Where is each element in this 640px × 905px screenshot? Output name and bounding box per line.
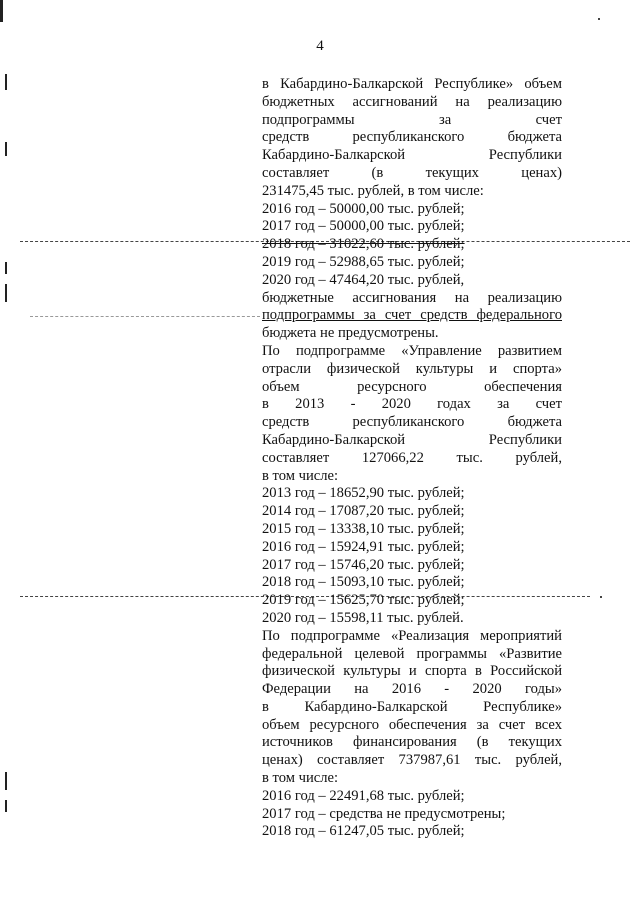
text-line: Кабардино-Балкарской Республики (262, 147, 562, 164)
scan-mark-left-1 (5, 74, 7, 90)
text-line: средств республиканского бюджета (262, 414, 562, 431)
scan-mark-left-3 (5, 262, 7, 274)
text-line: 2016 год – 15924,91 тыс. рублей; (262, 538, 465, 555)
text-line: подпрограммы за счет средств федерального (262, 307, 562, 324)
text-line: в Кабардино-Балкарской Республике» (262, 698, 562, 715)
text-line: средств республиканского бюджета (262, 129, 562, 146)
scan-mark-top-left (0, 0, 3, 22)
text-line: Кабардино-Балкарской Республики (262, 431, 562, 448)
text-line: бюджетные ассигнования на реализацию (262, 289, 562, 306)
text-line: 231475,45 тыс. рублей, в том числе: (262, 182, 484, 199)
text-line: 2017 год – средства не предусмотрены; (262, 805, 506, 822)
text-line: 2018 год – 61247,05 тыс. рублей; (262, 823, 465, 840)
text-line: источников финансирования (в текущих (262, 734, 562, 751)
text-line: ценах) составляет 737987,61 тыс. рублей, (262, 752, 562, 769)
text-line: составляет (в текущих ценах) (262, 164, 562, 181)
text-line: Федерации на 2016 - 2020 годы» (262, 681, 562, 698)
text-line: По подпрограмме «Управление развитием (262, 342, 562, 359)
text-line: в 2013 - 2020 годах за счет (262, 396, 562, 413)
text-line: составляет 127066,22 тыс. рублей, (262, 449, 562, 466)
text-line: По подпрограмме «Реализация мероприятий (262, 627, 562, 644)
text-line: 2016 год – 22491,68 тыс. рублей; (262, 787, 465, 804)
text-line: 2017 год – 15746,20 тыс. рублей; (262, 556, 465, 573)
text-line: федеральной целевой программы «Развитие (262, 645, 562, 662)
text-line: в Кабардино-Балкарской Республике» объем (262, 76, 562, 92)
text-line: 2017 год – 50000,00 тыс. рублей; (262, 218, 465, 235)
scan-mark-left-2 (5, 142, 7, 156)
text-line: 2014 год – 17087,20 тыс. рублей; (262, 503, 465, 520)
text-line: 2016 год – 50000,00 тыс. рублей; (262, 200, 465, 217)
scan-dot-right-2 (600, 596, 602, 598)
text-line: 2018 год – 15093,10 тыс. рублей; (262, 574, 465, 591)
scan-mark-left-6 (5, 800, 7, 812)
text-line: объем ресурсного обеспечения (262, 378, 562, 395)
text-line: 2019 год – 52988,65 тыс. рублей; (262, 253, 465, 270)
text-line: в том числе: (262, 467, 339, 484)
text-line: бюджета не предусмотрены. (262, 325, 439, 342)
scan-dot-right (598, 18, 600, 20)
text-line: отрасли физической культуры и спорта» (262, 360, 562, 377)
text-line: 2015 год – 13338,10 тыс. рублей; (262, 520, 465, 537)
text-line: 2019 год – 15625,70 тыс. рублей; (262, 592, 465, 609)
table-border-line (30, 316, 260, 317)
text-line: в том числе: (262, 770, 339, 787)
text-line: подпрограммы за счет (262, 111, 562, 128)
text-line: 2020 год – 15598,11 тыс. рублей. (262, 609, 464, 626)
text-line: бюджетных ассигнований на реализацию (262, 93, 562, 110)
document-text (262, 76, 562, 841)
scan-mark-left-4 (5, 284, 7, 302)
text-line: 2020 год – 47464,20 тыс. рублей, (262, 271, 465, 288)
text-line: физической культуры и спорта в Российской (262, 663, 562, 680)
text-line: 2013 год – 18652,90 тыс. рублей; (262, 485, 465, 502)
page-number: 4 (316, 38, 324, 54)
text-line: 2018 год – 31022,60 тыс. рублей; (262, 236, 465, 253)
scan-mark-left-5 (5, 772, 7, 790)
text-line: объем ресурсного обеспечения за счет всех (262, 716, 562, 733)
